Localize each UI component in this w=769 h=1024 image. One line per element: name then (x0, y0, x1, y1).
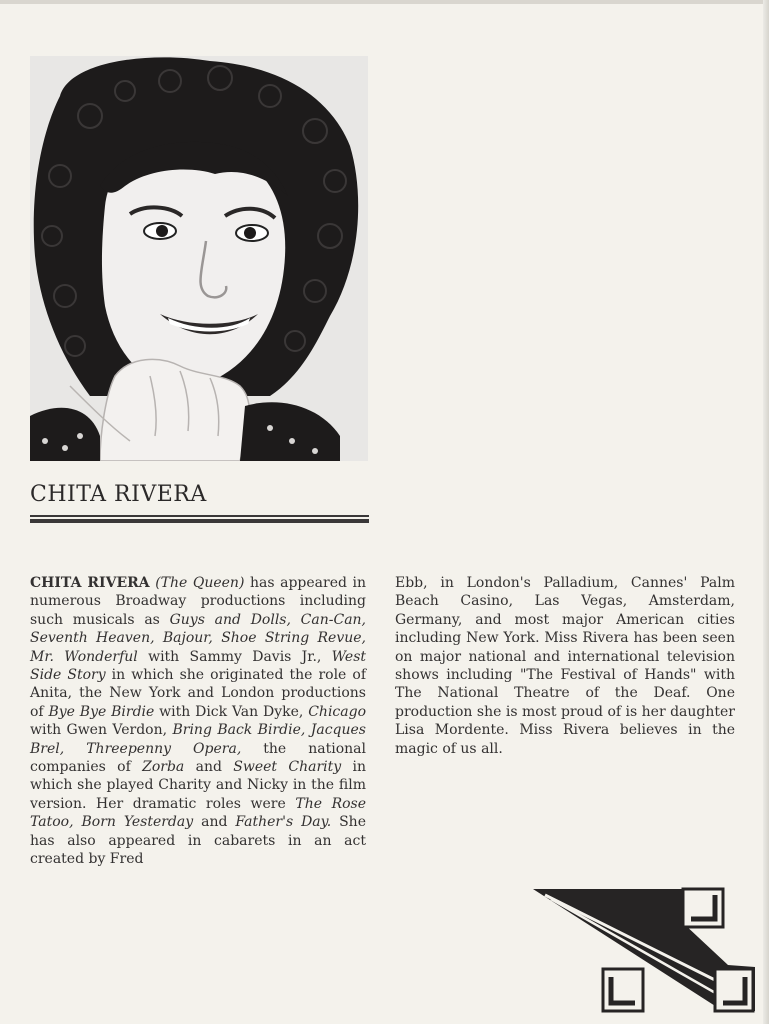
bio-title: Father's Day. (235, 814, 332, 831)
bio-text: with Gwen Verdon, (30, 722, 173, 739)
bio-title: The Rose Tatoo, Born Yesterday (30, 795, 367, 831)
bio-text: in which she played Charity and Nicky in the film version. Her dramatic roles were (30, 759, 366, 812)
bio-column-left (30, 574, 366, 869)
portrait-photo (30, 56, 368, 461)
bio-title: Guys and Dolls, Can-Can, Seventh Heaven, Bajour, Shoe String Revue, Mr. Wonderful (30, 611, 367, 665)
bio-text: in which she originated the role of Anita, the New York and London productions of (30, 667, 366, 720)
page-edge (0, 0, 769, 4)
bio-title: Sweet Charity (233, 759, 342, 776)
bio-title: Zorba (142, 759, 185, 776)
portrait-icon (30, 56, 368, 461)
bio-column-right: Ebb, in London's Palladium, Cannes' Palm Beach Casino, Las Vegas, Amsterdam, Germany, and most major American cities including New York. Miss Rivera has been seen on major national and international television shows including "The Festival of Hands" with The National Theatre of the Deaf. One production she is most proud of is her daughter Lisa Mordente. Miss Rivera believes in the magic of us all. (395, 575, 735, 757)
page-edge-right (763, 0, 769, 1024)
theatre-logo-icon (533, 885, 755, 1015)
bio-text: the national companies of (30, 740, 366, 776)
bio-text: and (184, 759, 234, 776)
bio-text: with Sammy Davis Jr., (137, 648, 332, 665)
bio-text: and (193, 814, 236, 831)
bio-title: Chicago (308, 703, 367, 720)
bio-role: (The Queen) (155, 575, 245, 591)
bio-text: with Dick Van Dyke, (154, 703, 309, 720)
title-rule-thin (30, 515, 369, 517)
bio-title: Bye Bye Birdie (48, 703, 155, 720)
title-rule-thick (30, 519, 369, 523)
bio-text: has appeared in numerous Broadway productions including such musicals as (30, 575, 366, 628)
page-title: CHITA RIVERA (30, 482, 207, 507)
bio-title: Bring Back Birdie, Jacques Brel, Threepenny Opera, (30, 722, 366, 757)
bio-name: CHITA RIVERA (30, 575, 150, 591)
bio-title: West Side Story (30, 648, 367, 684)
bio-text: She has also appeared in cabarets in an act created by Fred (30, 814, 366, 868)
